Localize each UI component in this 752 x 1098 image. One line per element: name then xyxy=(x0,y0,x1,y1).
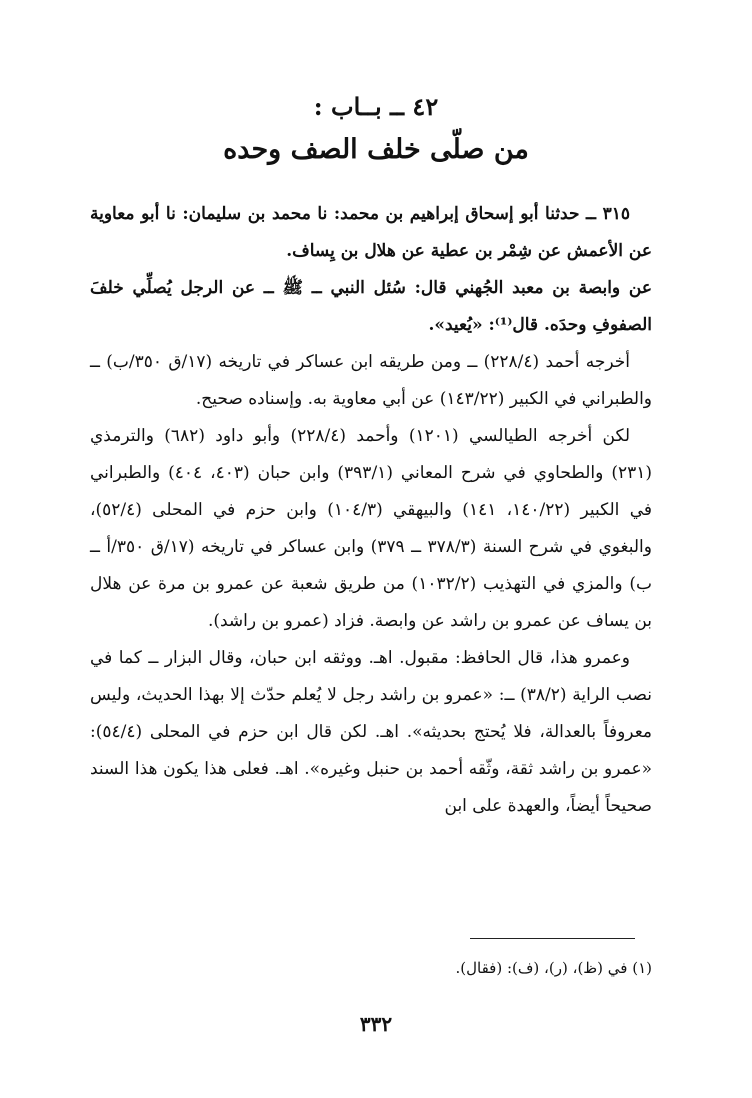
main-text xyxy=(90,196,652,825)
takhrij-paragraph-1: أخرجه أحمد (٢٢٨/٤) ــ ومن طريقه ابن عساكر في تاريخه (١٧/ق ٣٥٠/ب) ــ والطبراني في الكبير (١٤٣/٢٢) عن أبي معاوية به. وإسناده صحيح. xyxy=(90,352,652,409)
takhrij-paragraph-2: لكن أخرجه الطيالسي (١٢٠١) وأحمد (٢٢٨/٤) وأبو داود (٦٨٢) والترمذي (٢٣١) والطحاوي في شرح المعاني (٣٩٣/١) وابن حبان (٤٠٣، ٤٠٤) والطبراني في الكبير (١٤٠/٢٢، ١٤١) والبيهقي (١٠٤/٣) وابن حزم في المحلى (٥٢/٤)، والبغوي في شرح السنة (٣٧٨/٣ ــ ٣٧٩) وابن عساكر في تاريخه (١٧/ق ٣٥٠/أ ــ ب) والمزي في التهذيب (١٠٣٢/٢) من طريق شعبة عن عمرو بن مرة عن هلال بن يساف عن عمرو بن راشد عن وابصة. فزاد (عمرو بن راشد). xyxy=(90,426,653,631)
footnote: (١) في (ظ)، (ر)، (ف): (فقال). xyxy=(455,959,652,977)
hadith-isnad: ٣١٥ ــ حدثنا أبو إسحاق إبراهيم بن محمد: نا محمد بن سليمان: نا أبو معاوية عن الأعمش عن شِمْر بن عطية عن هلال بن يِساف. xyxy=(90,204,652,261)
page-number: ٣٣٢ xyxy=(359,1012,393,1036)
hadith-matn: عن وابصة بن معبد الجُهني قال: سُئل النبي ــ ﷺ ــ عن الرجل يُصلِّي خلفَ الصفوفِ وحدَه. قال⁽¹⁾: «يُعيد». xyxy=(90,278,652,335)
chapter-subtitle: من صلّى خلف الصف وحده xyxy=(223,134,529,165)
chapter-title: ٤٢ ــ بــاب : xyxy=(313,92,439,121)
footnote-divider xyxy=(470,938,635,939)
takhrij-paragraph-3: وعمرو هذا، قال الحافظ: مقبول. اهـ. ووثقه ابن حبان، وقال البزار ــ كما في نصب الراية (٣٨/٢) ــ: «عمرو بن راشد رجل لا يُعلم حدّث إلا بهذا الحديث، وليس معروفاً بالعدالة، فلا يُحتج بحديثه». اهـ. لكن قال ابن حزم في المحلى (٥٤/٤): «عمرو بن راشد ثقة، وثّقه أحمد بن حنبل وغيره». اهـ. فعلى هذا يكون هذا السند صحيحاً أيضاً، والعهدة على ابن xyxy=(90,648,652,816)
